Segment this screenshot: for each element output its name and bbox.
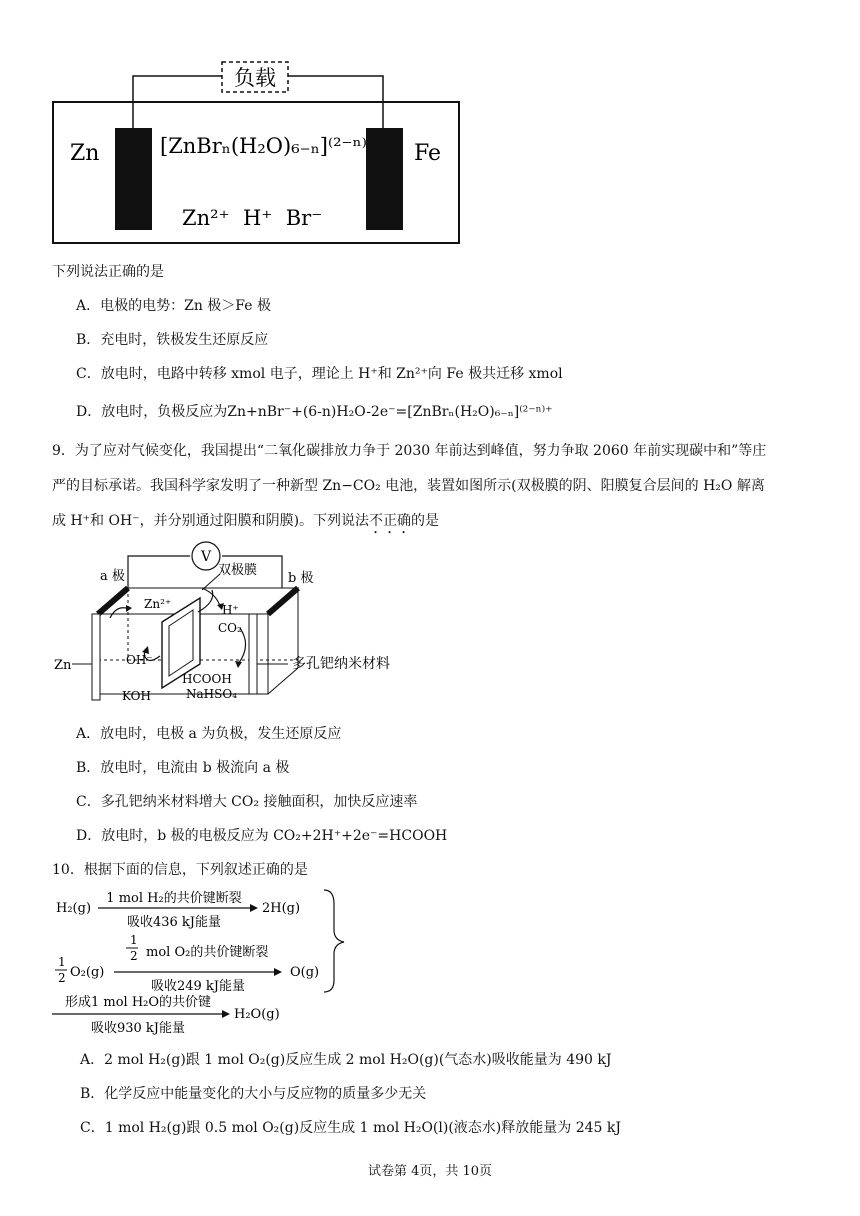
voltmeter-label: V [200, 549, 212, 565]
r3-bottom: 吸收930 kJ能量 [90, 1021, 186, 1036]
h-plus-label: H⁺ [222, 603, 239, 617]
zn-co2-battery-diagram [52, 536, 432, 712]
q8-option-a: A．电极的电势：Zn 极＞Fe 极 [76, 298, 271, 314]
r2-top: mol O₂的共价键断裂 [146, 945, 269, 960]
q9-emphasis-not-correct: 不正确 [369, 513, 412, 529]
b-electrode-plate [249, 614, 257, 694]
r2-right: O(g) [290, 965, 320, 980]
r2-left: O₂(g) [70, 965, 105, 980]
q9-option-b: B．放电时，电流由 b 极流向 a 极 [76, 760, 290, 776]
q8-stem: 下列说法正确的是 [52, 264, 164, 280]
right-brace [324, 890, 344, 992]
porous-material-label: 多孔钯纳米材料 [292, 656, 390, 672]
fe-electrode-label: Fe [414, 141, 442, 166]
r2-frac-num: 1 [58, 955, 66, 969]
q9-stem-line3-a: 成 H⁺和 OH⁻，并分别通过阳膜和阴膜)。下列说法 [52, 513, 370, 529]
r2-small-den: 2 [130, 949, 138, 963]
oh-label: OH⁻ [126, 653, 153, 667]
fe-electrode [366, 128, 403, 230]
b-pole-label: b 极 [288, 571, 314, 586]
co2-label: CO₂ [218, 621, 242, 635]
zn-electrode [115, 128, 152, 230]
q8-option-b: B．充电时，铁极发生还原反应 [76, 332, 269, 348]
load-label: 负载 [234, 66, 276, 90]
q9-stem-line3-c: 的是 [411, 513, 440, 529]
q10-stem: 10．根据下面的信息，下列叙述正确的是 [52, 862, 308, 878]
a-electrode-plate [92, 614, 100, 700]
membrane-label: 双极膜 [218, 563, 258, 578]
r1-bottom: 吸收436 kJ能量 [126, 915, 222, 930]
q9-option-d: D．放电时，b 极的电极反应为 CO₂+2H⁺+2e⁻=HCOOH [76, 828, 448, 844]
r2-small-num: 1 [130, 933, 138, 947]
a-pole-label: a 极 [100, 569, 125, 584]
zn2-label: Zn²⁺ [144, 597, 172, 611]
nahso4-label: NaHSO₄ [186, 687, 237, 701]
r2-frac-den: 2 [58, 971, 66, 985]
bond-energy-scheme [52, 884, 352, 1040]
q9-stem-line1: 9．为了应对气候变化，我国提出“二氧化碳排放力争于 2030 年前达到峰值，努力争取 2060 年前实现碳中和”等庄 [52, 443, 767, 459]
zn-electrode-label: Zn [70, 141, 100, 166]
q10-option-c: C．1 mol H₂(g)跟 0.5 mol O₂(g)反应生成 1 mol H₂O(l)(液态水)释放能量为 245 kJ [80, 1120, 621, 1136]
hcooh-label: HCOOH [182, 672, 232, 686]
q9-option-c: C．多孔钯纳米材料增大 CO₂ 接触面积，加快反应速率 [76, 794, 418, 810]
ions-label: Zn²⁺ H⁺ Br⁻ [182, 206, 323, 230]
r1-right: 2H(g) [262, 901, 301, 916]
complex-ion-label: [ZnBrₙ(H₂O)₆₋ₙ]⁽²⁻ⁿ⁾ [160, 134, 367, 158]
zn-fe-cell-diagram [50, 56, 462, 248]
q8-option-c: C．放电时，电路中转移 xmol 电子，理论上 H⁺和 Zn²⁺向 Fe 极共迁移 xmol [76, 366, 563, 382]
r1-top: 1 mol H₂的共价键断裂 [106, 891, 242, 906]
q8-option-d: D．放电时，负极反应为Zn+nBr⁻+(6-n)H₂O-2e⁻=[ZnBrₙ(H₂O)₆₋ₙ]⁽²⁻ⁿ⁾⁺ [76, 404, 553, 420]
q9-stem-line3 [52, 511, 439, 537]
r1-left: H₂(g) [56, 901, 92, 916]
q9-option-a: A．放电时，电极 a 为负极，发生还原反应 [76, 726, 342, 742]
q10-option-b: B．化学反应中能量变化的大小与反应物的质量多少无关 [80, 1086, 427, 1102]
q10-option-a: A．2 mol H₂(g)跟 1 mol O₂(g)反应生成 2 mol H₂O(g)(气态水)吸收能量为 490 kJ [80, 1052, 612, 1068]
r3-top: 形成1 mol H₂O的共价键 [64, 995, 212, 1010]
r3-right: H₂O(g) [234, 1007, 280, 1022]
koh-label: KOH [122, 689, 151, 703]
r2-bottom: 吸收249 kJ能量 [150, 979, 246, 994]
q9-stem-line2: 严的目标承诺。我国科学家发明了一种新型 Zn−CO₂ 电池，装置如图所示(双极膜的阴、阳膜复合层间的 H₂O 解离 [52, 478, 765, 494]
zn-label: Zn [54, 658, 72, 673]
page-footer: 试卷第 4页，共 10页 [367, 1164, 493, 1179]
